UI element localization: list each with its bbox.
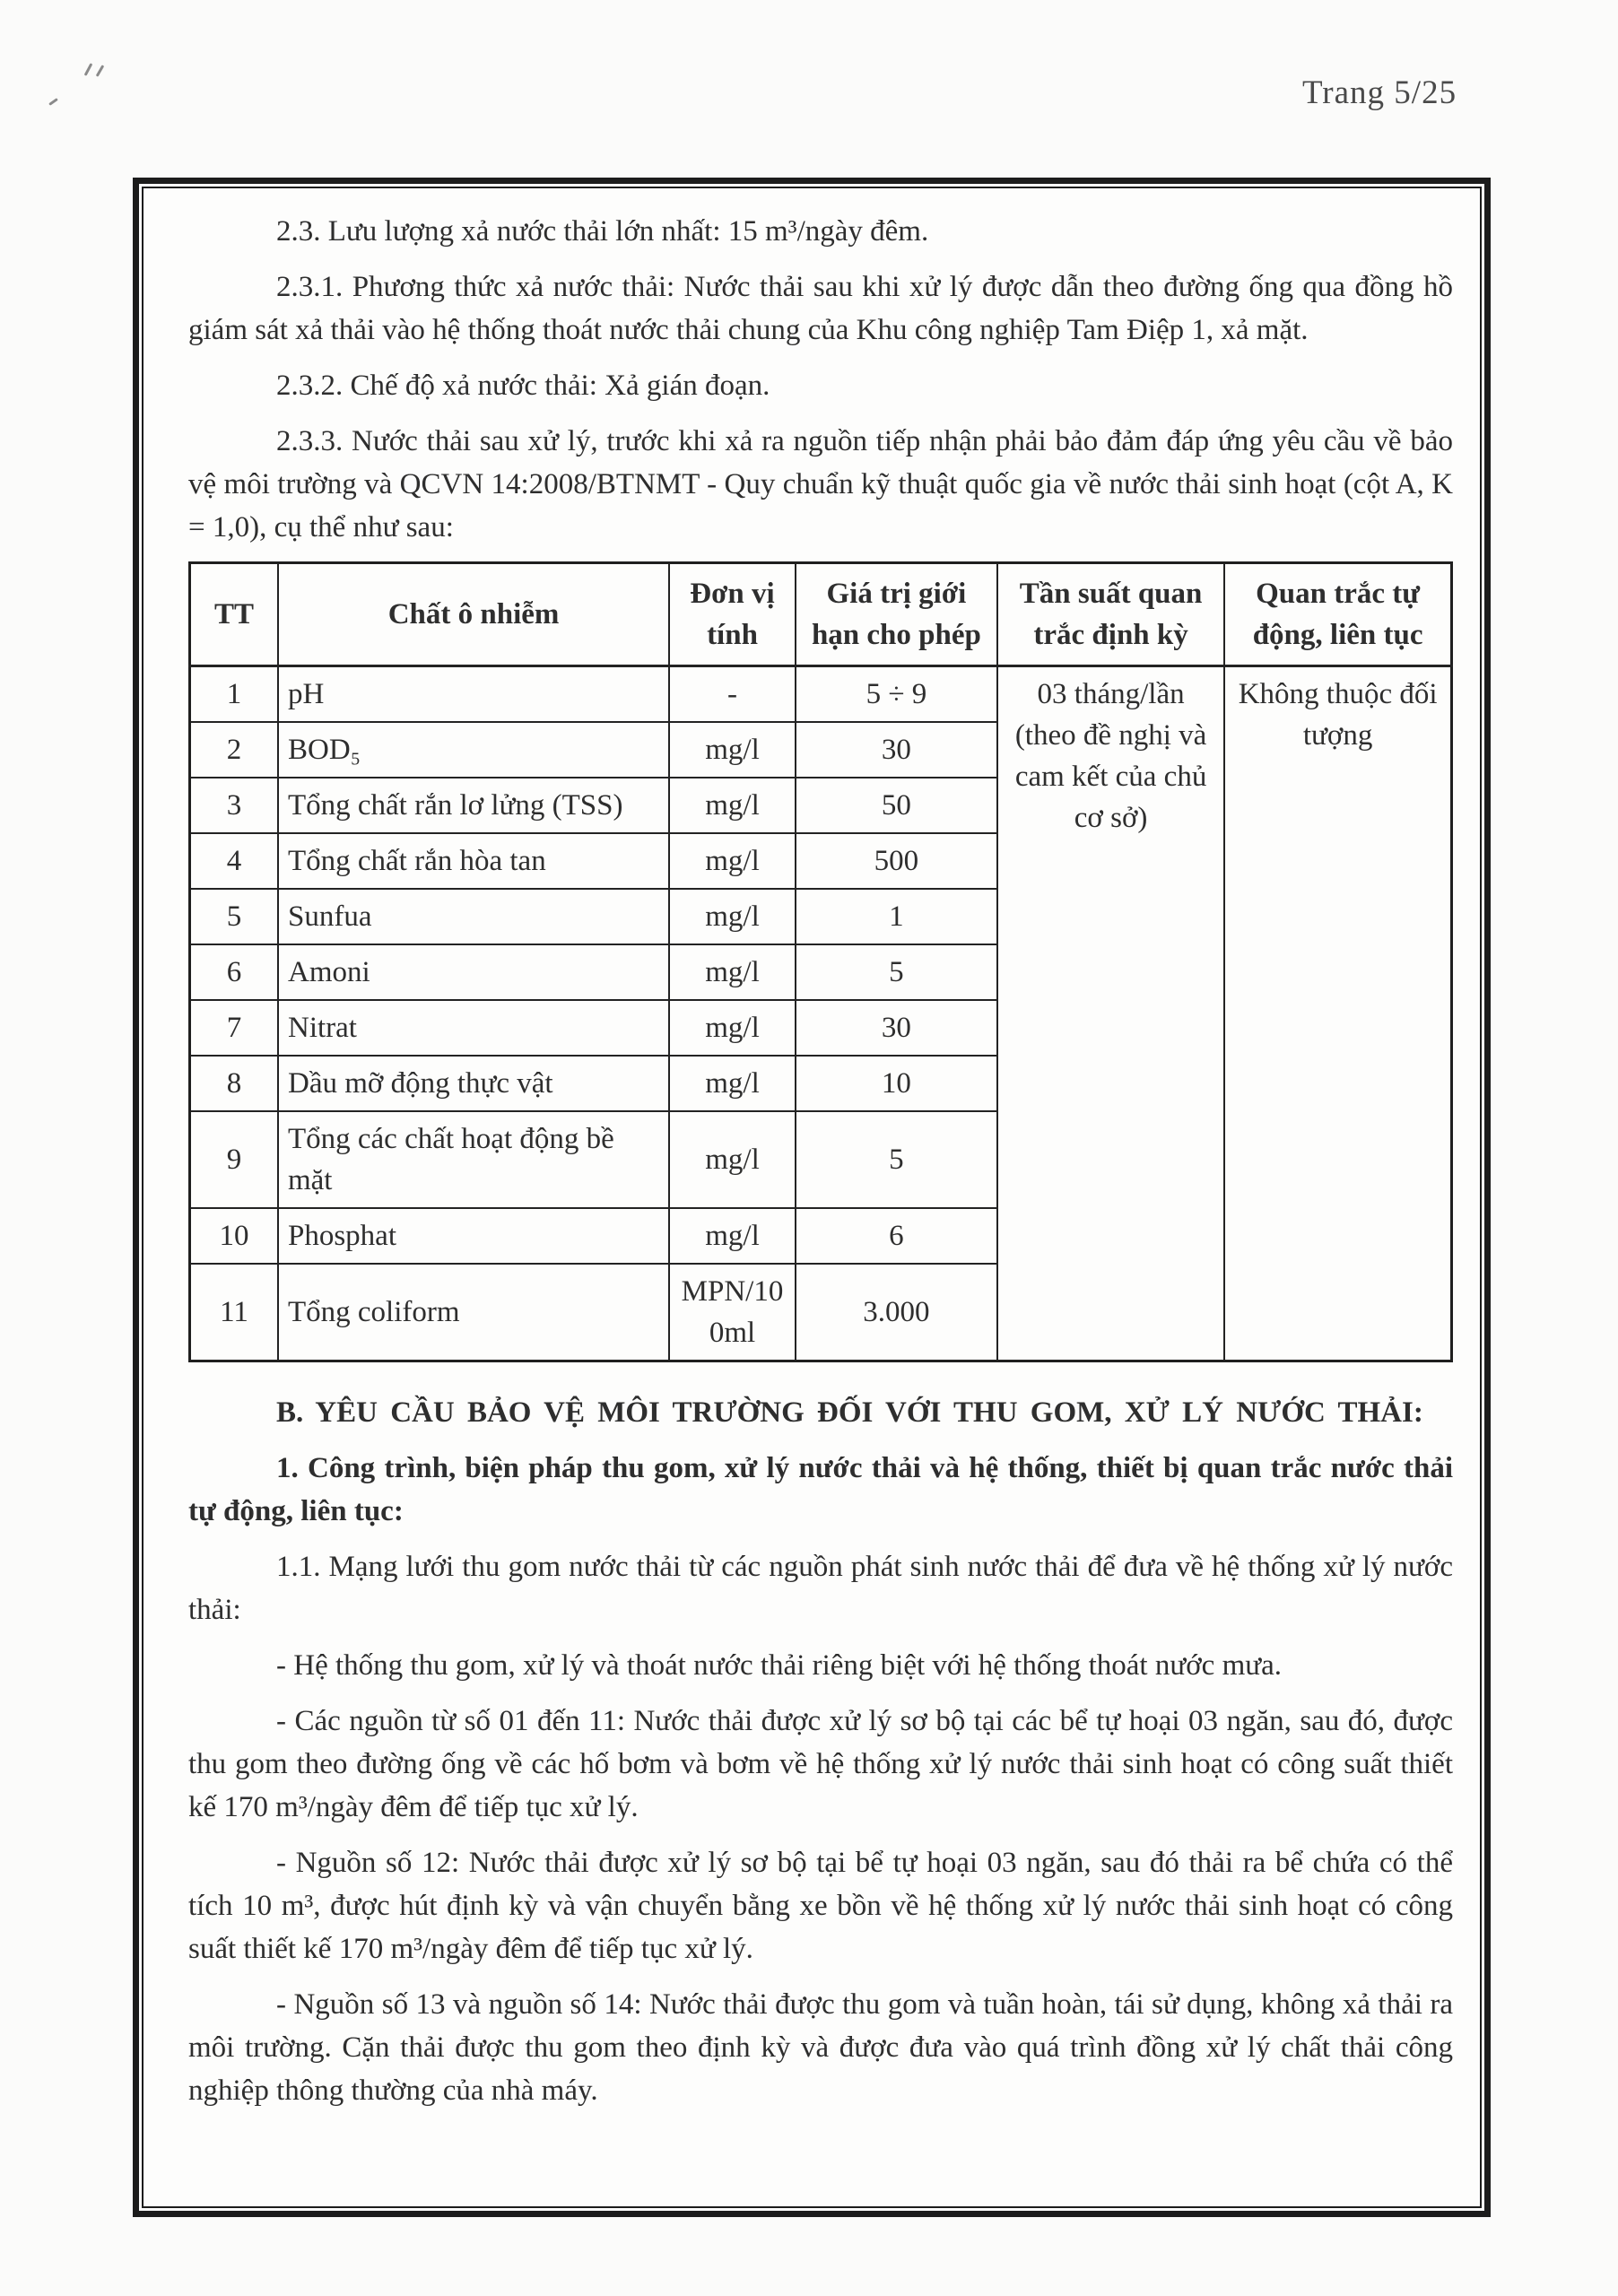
cell-tt: 7 xyxy=(190,1000,278,1056)
cell-pollutant: Phosphat xyxy=(278,1208,669,1264)
cell-pollutant: Amoni xyxy=(278,944,669,1000)
bullet-source-12: - Nguồn số 12: Nước thải được xử lý sơ bộ tại bể tự hoại 03 ngăn, sau đó thải ra bể chứa có thể tích 10 m³, được hút định kỳ và vận chuyển bằng xe bồn về hệ thống xử lý nước thải sinh hoạt có công suất thiết kế 170 m³/ngày đêm để tiếp tục xử lý. xyxy=(188,1847,1453,1965)
bullet-sources-01-11: - Các nguồn từ số 01 đến 11: Nước thải được xử lý sơ bộ tại các bể tự hoại 03 ngăn, sau đó, được thu gom theo đường ống về các hố bơm và bơm về hệ thống xử lý nước thải sinh hoạt có công suất thiết kế 170 m³/ngày đêm để tiếp tục xử lý. xyxy=(188,1705,1453,1823)
cell-limit: 50 xyxy=(796,778,997,833)
cell-tt: 8 xyxy=(190,1056,278,1111)
cell-unit: mg/l xyxy=(669,833,796,889)
cell-limit: 30 xyxy=(796,722,997,778)
cell-unit: mg/l xyxy=(669,778,796,833)
cell-pollutant: Nitrat xyxy=(278,1000,669,1056)
paragraph-2-3-3: 2.3.3. Nước thải sau xử lý, trước khi xả ra nguồn tiếp nhận phải bảo đảm đáp ứng yêu cầu về bảo vệ môi trường và QCVN 14:2008/BTNMT - Quy chuẩn kỹ thuật quốc gia về nước thải sinh hoạt (cột A, K = 1,0), cụ thể như sau: xyxy=(188,425,1453,544)
cell-limit: 3.000 xyxy=(796,1264,997,1361)
cell-frequency-merged: 03 tháng/lần (theo đề nghị và cam kết của chủ cơ sở) xyxy=(997,666,1224,1361)
cell-tt: 2 xyxy=(190,722,278,778)
cell-limit: 5 xyxy=(796,1111,997,1208)
paragraph-1-1: 1.1. Mạng lưới thu gom nước thải từ các nguồn phát sinh nước thải để đưa về hệ thống xử lý nước thải: xyxy=(188,1551,1453,1626)
cell-unit: mg/l xyxy=(669,1208,796,1264)
cell-limit: 500 xyxy=(796,833,997,889)
cell-tt: 4 xyxy=(190,833,278,889)
stray-pen-mark-3 xyxy=(48,98,58,106)
cell-pollutant: Tổng chất rắn lơ lửng (TSS) xyxy=(278,778,669,833)
cell-pollutant: Dầu mỡ động thực vật xyxy=(278,1056,669,1111)
paragraph-2-3-1: 2.3.1. Phương thức xả nước thải: Nước thải sau khi xử lý được dẫn theo đường ống qua đồng hồ giám sát xả thải vào hệ thống thoát nước thải chung của Khu công nghiệp Tam Điệp 1, xả mặt. xyxy=(188,271,1453,346)
document-content-area xyxy=(142,187,1482,2208)
cell-unit: mg/l xyxy=(669,1056,796,1111)
header-pollutant: Chất ô nhiễm xyxy=(278,563,669,666)
cell-pollutant: Sunfua xyxy=(278,889,669,944)
cell-pollutant: pH xyxy=(278,666,669,723)
cell-unit: MPN/100ml xyxy=(669,1264,796,1361)
cell-limit: 5 xyxy=(796,944,997,1000)
cell-limit: 5 ÷ 9 xyxy=(796,666,997,723)
cell-tt: 5 xyxy=(190,889,278,944)
cell-tt: 11 xyxy=(190,1264,278,1361)
cell-tt: 1 xyxy=(190,666,278,723)
header-unit: Đơn vị tính xyxy=(669,563,796,666)
header-limit: Giá trị giới hạn cho phép xyxy=(796,563,997,666)
cell-pollutant: BOD₅ xyxy=(278,722,669,778)
document-border-frame xyxy=(133,178,1491,2217)
wastewater-limits-table xyxy=(188,561,1453,1362)
paragraph-2-3-2: 2.3.2. Chế độ xả nước thải: Xả gián đoạn. xyxy=(276,370,770,402)
cell-limit: 1 xyxy=(796,889,997,944)
cell-auto-merged: Không thuộc đối tượng xyxy=(1224,666,1451,1361)
cell-unit: mg/l xyxy=(669,1000,796,1056)
header-tt: TT xyxy=(190,563,278,666)
cell-unit: - xyxy=(669,666,796,723)
cell-pollutant: Tổng coliform xyxy=(278,1264,669,1361)
header-frequency: Tần suất quan trắc định kỳ xyxy=(997,563,1224,666)
header-auto: Quan trắc tự động, liên tục xyxy=(1224,563,1451,666)
cell-unit: mg/l xyxy=(669,1111,796,1208)
page-number: Trang 5/25 xyxy=(1302,74,1457,111)
cell-limit: 10 xyxy=(796,1056,997,1111)
section-1-heading: 1. Công trình, biện pháp thu gom, xử lý nước thải và hệ thống, thiết bị quan trắc nước thải tự động, liên tục: xyxy=(188,1452,1453,1527)
bullet-collection-system: - Hệ thống thu gom, xử lý và thoát nước thải riêng biệt với hệ thống thoát nước mưa. xyxy=(276,1649,1283,1682)
cell-pollutant: Tổng các chất hoạt động bề mặt xyxy=(278,1111,669,1208)
cell-limit: 30 xyxy=(796,1000,997,1056)
stray-pen-mark-2 xyxy=(96,65,105,77)
paragraph-2-3: 2.3. Lưu lượng xả nước thải lớn nhất: 15 m³/ngày đêm. xyxy=(276,215,929,248)
bullet-sources-13-14: - Nguồn số 13 và nguồn số 14: Nước thải được thu gom và tuần hoàn, tái sử dụng, không xả thải ra môi trường. Cặn thải được thu gom theo định kỳ và được đưa vào quá trình đồng xử lý chất thải công nghiệp thông thường của nhà máy. xyxy=(188,1988,1453,2107)
cell-tt: 9 xyxy=(190,1111,278,1208)
section-b-heading: B. YÊU CẦU BẢO VỆ MÔI TRƯỜNG ĐỐI VỚI THU GOM, XỬ LÝ NƯỚC THẢI: xyxy=(276,1396,1423,1429)
table-header-row xyxy=(190,563,1452,666)
cell-limit: 6 xyxy=(796,1208,997,1264)
stray-pen-mark-1 xyxy=(84,63,93,76)
cell-unit: mg/l xyxy=(669,722,796,778)
cell-tt: 6 xyxy=(190,944,278,1000)
cell-unit: mg/l xyxy=(669,889,796,944)
cell-pollutant: Tổng chất rắn hòa tan xyxy=(278,833,669,889)
cell-unit: mg/l xyxy=(669,944,796,1000)
table-row xyxy=(190,666,1452,723)
cell-tt: 3 xyxy=(190,778,278,833)
cell-tt: 10 xyxy=(190,1208,278,1264)
